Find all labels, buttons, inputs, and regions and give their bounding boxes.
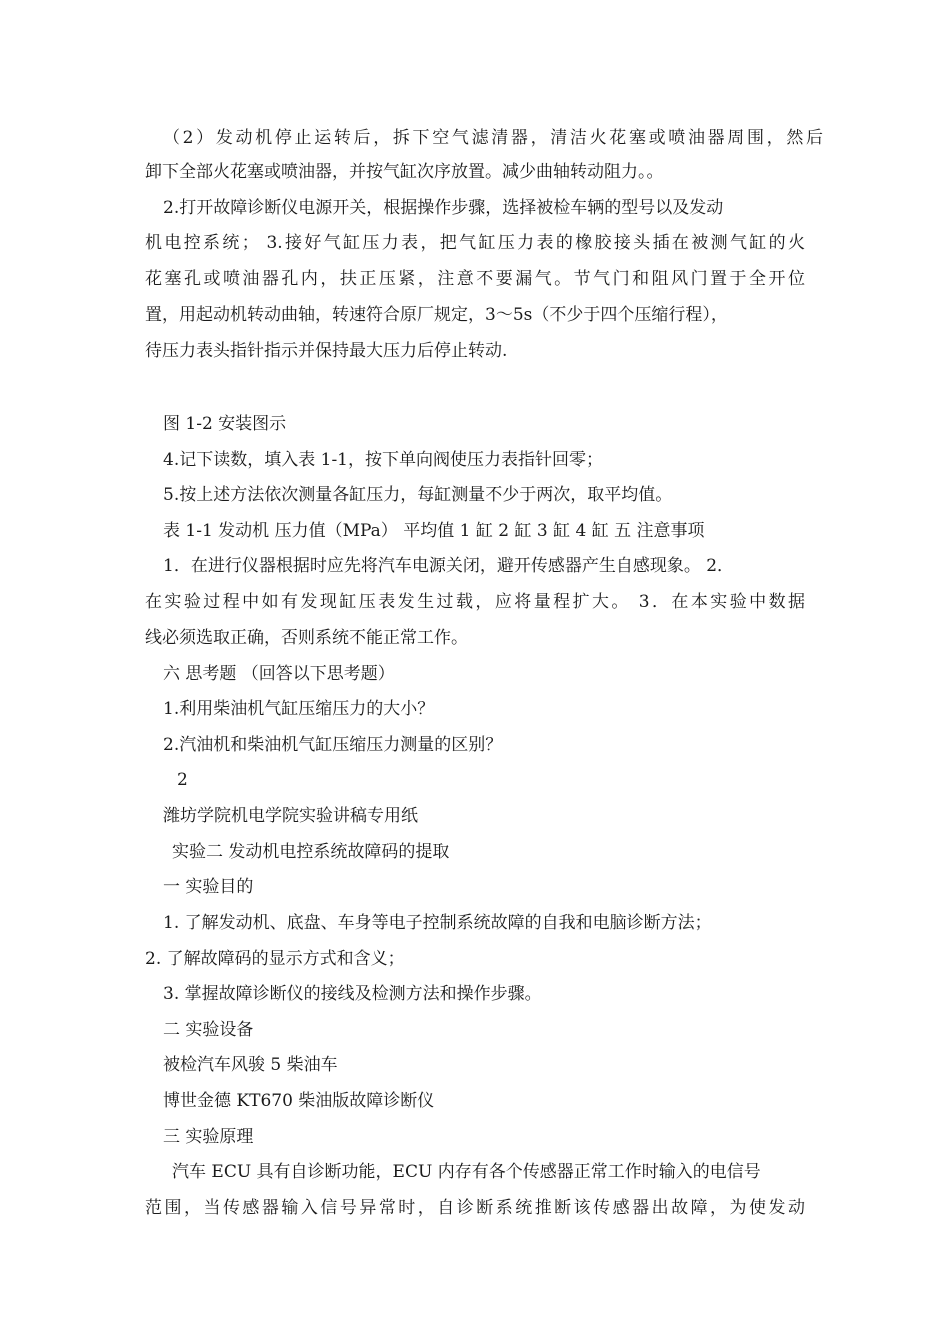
- section-heading: 六 思考题 （回答以下思考题）: [163, 664, 395, 684]
- section-heading: 二 实验设备: [163, 1020, 254, 1040]
- paragraph-line: 5.按上述方法依次测量各缸压力，每缸测量不少于两次，取平均值。: [163, 485, 673, 505]
- paragraph-line: 线必须选取正确，否则系统不能正常工作。: [145, 628, 468, 648]
- page-number: 2: [177, 770, 188, 790]
- paragraph-line: 待压力表头指针指示并保持最大压力后停止转动.: [145, 341, 508, 361]
- paragraph-line: 4.记下读数，填入表 1-1，按下单向阀使压力表指针回零；: [163, 450, 603, 470]
- paragraph-line: 卸下全部火花塞或喷油器，并按气缸次序放置。减少曲轴转动阻力。。: [145, 162, 664, 182]
- paragraph-line: 花塞孔或喷油器孔内，扶正压紧，注意不要漏气。节气门和阻风门置于全开位: [145, 269, 805, 289]
- list-item: 2. 了解故障码的显示方式和含义；: [145, 949, 405, 969]
- paragraph-line: 机电控系统； 3.接好气缸压力表，把气缸压力表的橡胶接头插在被测气缸的火: [145, 233, 805, 253]
- page-header: 潍坊学院机电学院实验讲稿专用纸: [163, 806, 418, 826]
- paragraph-line: （2）发动机停止运转后，拆下空气滤清器，清洁火花塞或喷油器周围，然后: [163, 128, 823, 148]
- paragraph-line: 范围，当传感器输入信号异常时，自诊断系统推断该传感器出故障，为使发动: [145, 1198, 805, 1218]
- section-heading: 一 实验目的: [163, 877, 254, 897]
- paragraph-line: 置，用起动机转动曲轴，转速符合原厂规定，3～5s（不少于四个压缩行程），: [145, 305, 728, 325]
- question-item: 1.利用柴油机气缸压缩压力的大小？: [163, 699, 435, 719]
- paragraph-line: 博世金德 KT670 柴油版故障诊断仪: [163, 1091, 435, 1111]
- figure-caption: 图 1-2 安装图示: [163, 414, 287, 434]
- paragraph-line: 汽车 ECU 具有自诊断功能，ECU 内存有各个传感器正常工作时输入的电信号: [172, 1162, 761, 1182]
- section-heading: 三 实验原理: [163, 1127, 254, 1147]
- experiment-title: 实验二 发动机电控系统故障码的提取: [172, 842, 450, 862]
- paragraph-line: 在实验过程中如有发现缸压表发生过载，应将量程扩大。 3．在本实验中数据: [145, 592, 805, 612]
- paragraph-line: 1．在进行仪器根据时应先将汽车电源关闭，避开传感器产生自感现象。 2．: [163, 556, 735, 576]
- paragraph-line: 2.打开故障诊断仪电源开关，根据操作步骤，选择被检车辆的型号以及发动: [163, 198, 724, 218]
- list-item: 1. 了解发动机、底盘、车身等电子控制系统故障的自我和电脑诊断方法；: [163, 913, 712, 933]
- list-item: 3. 掌握故障诊断仪的接线及检测方法和操作步骤。: [163, 984, 542, 1004]
- paragraph-line: 被检汽车风骏 5 柴油车: [163, 1055, 338, 1075]
- table-caption: 表 1-1 发动机 压力值（MPa） 平均值 1 缸 2 缸 3 缸 4 缸 五 注意事项: [163, 521, 705, 541]
- question-item: 2.汽油机和柴油机气缸压缩压力测量的区别？: [163, 735, 503, 755]
